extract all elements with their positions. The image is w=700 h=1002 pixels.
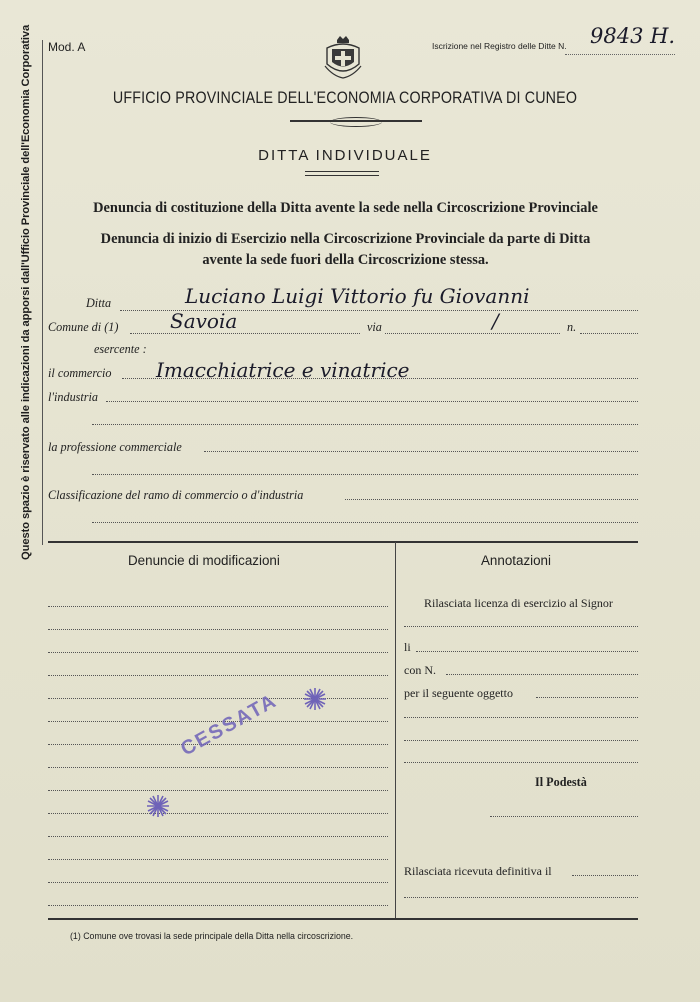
industria-line <box>106 401 638 402</box>
registry-line <box>565 54 675 55</box>
ricevuta-line <box>572 875 638 876</box>
modification-line <box>48 606 388 607</box>
oggetto-line-3 <box>404 740 638 741</box>
oggetto-label: per il seguente oggetto <box>404 686 513 700</box>
licence-line <box>404 626 638 627</box>
ricevuta-label: Rilasciata ricevuta definitiva il <box>404 864 552 878</box>
professione-label: la professione commerciale <box>48 440 182 454</box>
number-line <box>580 333 638 334</box>
cessata-stamp: CESSATA <box>177 689 282 761</box>
office-ornament <box>290 120 422 122</box>
footnote: (1) Comune ove trovasi la sede principale della Ditta nella circoscrizione. <box>70 931 354 941</box>
form-title: DITTA INDIVIDUALE <box>258 147 432 164</box>
ditta-value[interactable]: Luciano Luigi Vittorio fu Giovanni <box>185 284 530 308</box>
title-underline <box>305 171 379 172</box>
professione-line <box>204 451 638 452</box>
declaration-constitution: Denuncia di costituzione della Ditta avente la sede nella Circoscrizione Provinciale <box>93 200 598 216</box>
industria-line-2 <box>92 424 638 425</box>
classificazione-line <box>345 499 638 500</box>
via-label: via <box>367 320 382 334</box>
oggetto-line <box>536 697 638 698</box>
li-label: li <box>404 640 411 654</box>
ditta-label: Ditta <box>86 296 112 310</box>
licence-label: Rilasciata licenza di esercizio al Signor <box>424 596 613 610</box>
modification-line <box>48 813 388 814</box>
registry-label: Iscrizione nel Registro delle Ditte N. <box>432 41 567 51</box>
podesta-label: Il Podestà <box>535 775 587 789</box>
classificazione-label: Classificazione del ramo di commercio o d'industria <box>48 488 304 502</box>
office-heading: UFFICIO PROVINCIALE DELL'ECONOMIA CORPORATIVA DI CUNEO <box>112 88 578 107</box>
oggetto-line-2 <box>404 717 638 718</box>
modification-line <box>48 905 388 906</box>
industria-label: l'industria <box>48 390 99 404</box>
podesta-signature-line <box>490 816 638 817</box>
con-n-label: con N. <box>404 663 436 677</box>
footer-divider <box>48 918 638 920</box>
modification-line <box>48 675 388 676</box>
comune-label: Comune di (1) <box>48 320 119 334</box>
section-divider <box>48 541 638 543</box>
modification-line <box>48 698 388 699</box>
registry-number: 9843 H. <box>590 24 676 48</box>
oggetto-line-4 <box>404 762 638 763</box>
modification-line <box>48 629 388 630</box>
commercio-value[interactable]: Imacchiatrice e vinatrice <box>156 358 410 382</box>
form-code: Mod. A <box>48 40 86 54</box>
li-line <box>416 651 638 652</box>
coat-of-arms-icon <box>323 34 363 80</box>
reserved-space-note: Questo spazio è riservato alle indicazioni da apporsi dall'Ufficio Provinciale dell'Economia Corporativa <box>20 24 32 560</box>
modification-line <box>48 790 388 791</box>
side-margin-line <box>42 40 43 545</box>
modification-line <box>48 882 388 883</box>
annotations-heading: Annotazioni <box>481 553 551 568</box>
modification-line <box>48 859 388 860</box>
via-value[interactable]: / <box>492 309 499 333</box>
ricevuta-line-2 <box>404 897 638 898</box>
professione-line-2 <box>92 474 638 475</box>
modifications-heading: Denuncie di modificazioni <box>128 553 280 568</box>
column-divider <box>395 542 396 918</box>
classificazione-line-2 <box>92 522 638 523</box>
via-line <box>385 333 560 334</box>
modification-line <box>48 652 388 653</box>
modification-line <box>48 767 388 768</box>
comune-value[interactable]: Savoia <box>170 309 238 333</box>
commercio-label: il commercio <box>48 366 112 380</box>
seal-mark-icon <box>145 793 171 819</box>
modification-line <box>48 836 388 837</box>
esercente-label: esercente : <box>94 342 147 356</box>
con-n-line <box>446 674 638 675</box>
declaration-start-cont: avente la sede fuori della Circoscrizione stessa. <box>202 252 489 268</box>
title-underline <box>305 175 379 176</box>
comune-line <box>130 333 360 334</box>
number-label: n. <box>567 320 577 334</box>
declaration-start: Denuncia di inizio di Esercizio nella Circoscrizione Provinciale da parte di Ditta <box>100 231 591 247</box>
seal-mark-icon <box>302 686 328 712</box>
